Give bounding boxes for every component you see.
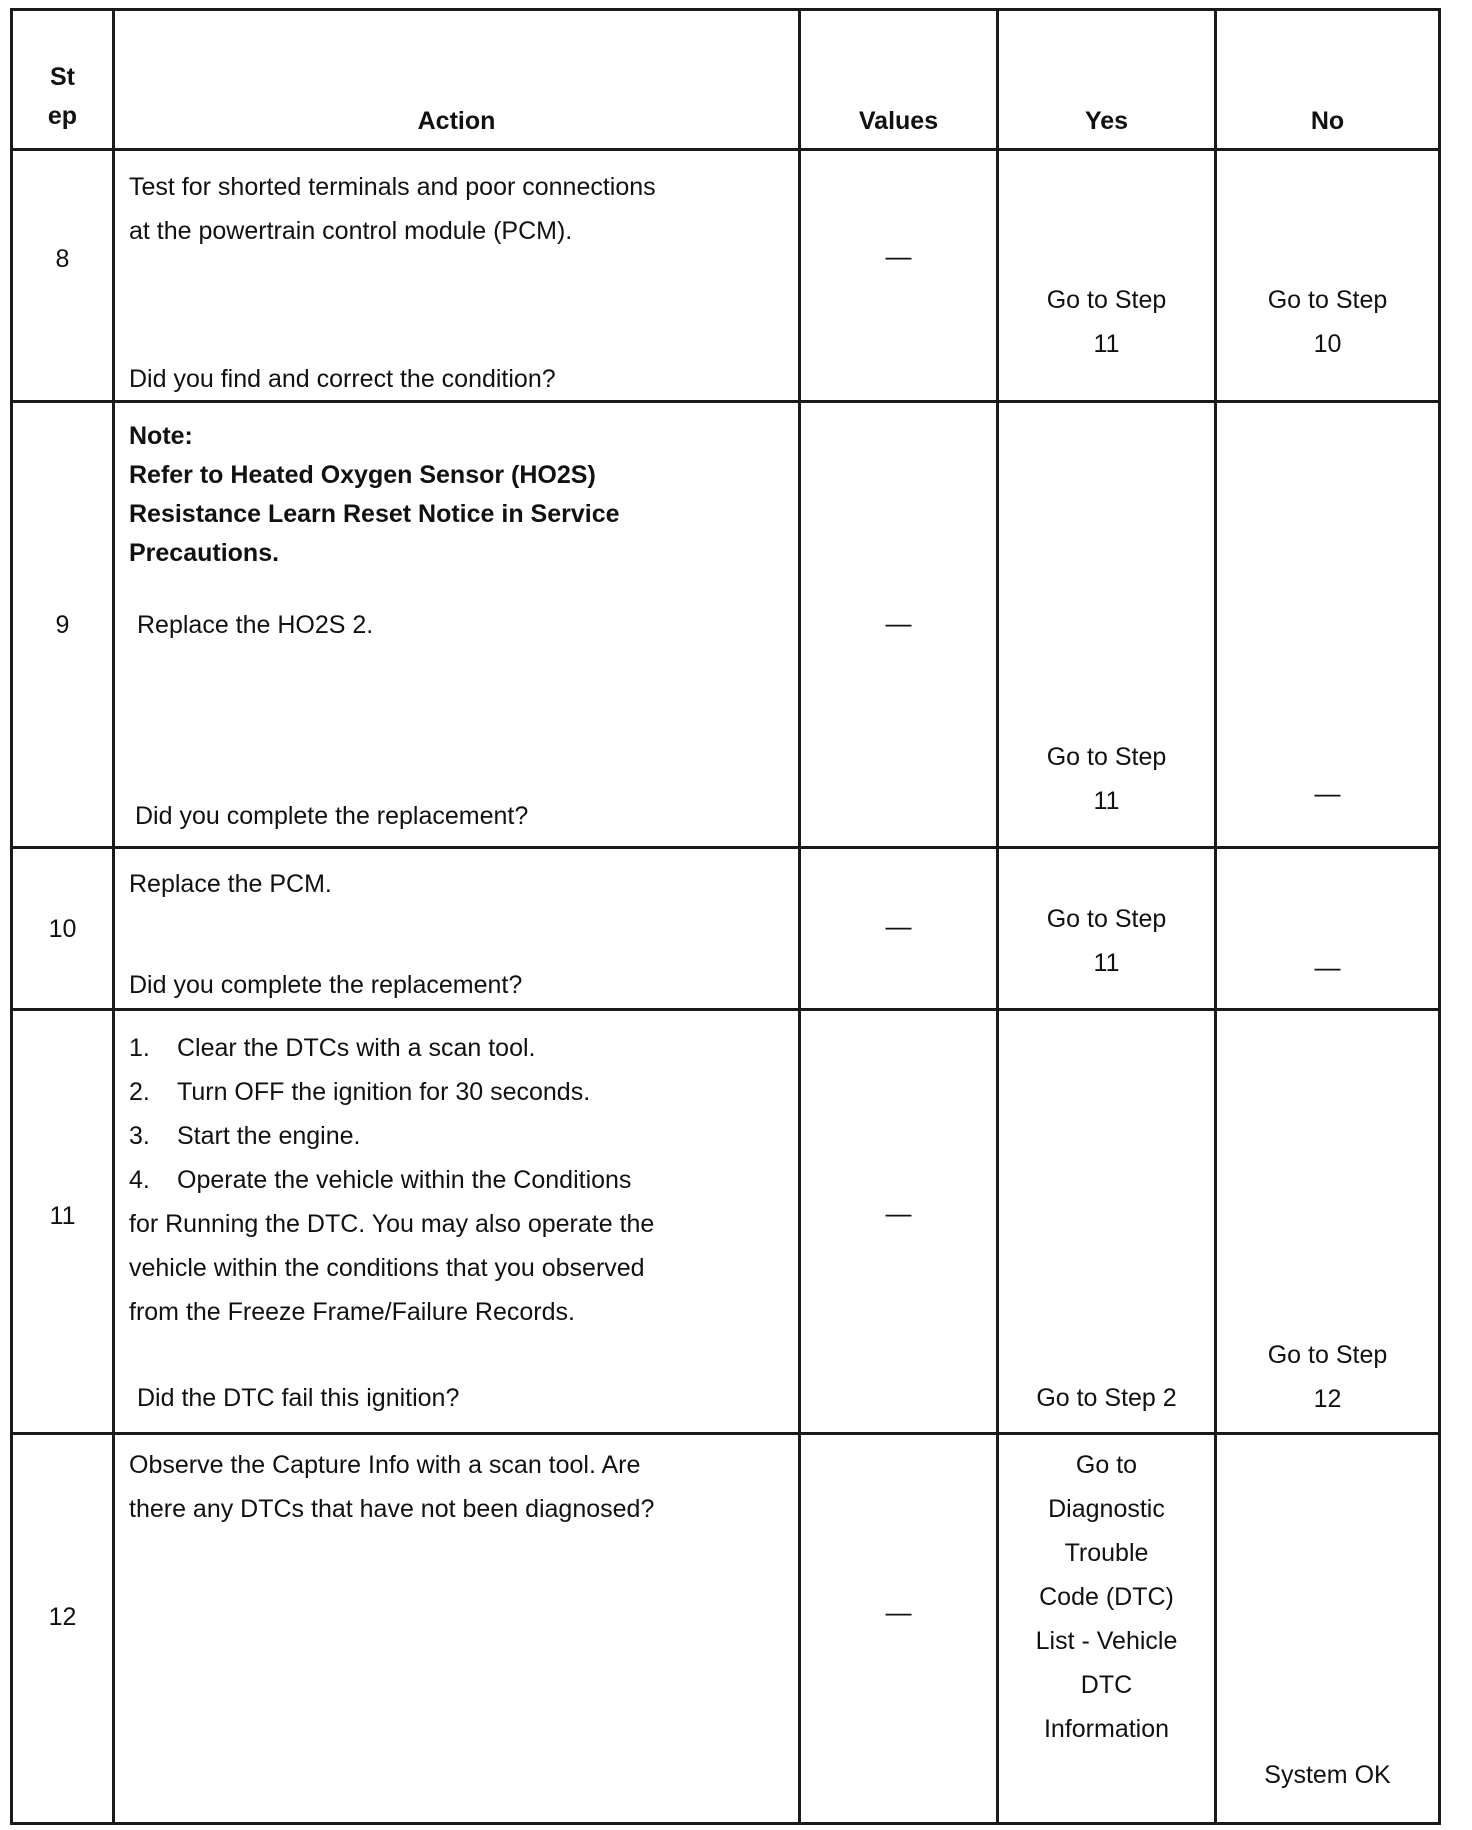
list-text: Clear the DTCs with a scan tool. [177, 1034, 536, 1062]
yes-text: Information [1043, 1715, 1170, 1743]
table-row [12, 1010, 1440, 1434]
action-text: vehicle within the conditions that you observed [129, 1254, 645, 1282]
note-block [129, 417, 788, 573]
values-cell [800, 150, 998, 402]
note-text: Refer to Heated Oxygen Sensor (HO2S) [129, 461, 596, 489]
header-yes [998, 10, 1216, 150]
yes-cell [998, 1434, 1216, 1824]
table-row [12, 402, 1440, 848]
step-cell [12, 1010, 114, 1434]
action-text: there any DTCs that have not been diagnosed? [129, 1495, 655, 1523]
yes-text: Go to [1075, 1451, 1138, 1479]
question-text: Did you complete the replacement? [135, 802, 529, 830]
header-values-label: Values [858, 107, 939, 135]
yes-text: Go to Step [1046, 286, 1167, 314]
action-text: for Running the DTC. You may also operate the [129, 1210, 655, 1238]
yes-text: 11 [1093, 787, 1120, 815]
header-action-label: Action [417, 107, 496, 135]
value-text: — [885, 1597, 912, 1627]
question-text: Did the DTC fail this ignition? [137, 1384, 460, 1412]
action-text: Test for shorted terminals and poor connections [129, 173, 656, 201]
yes-text: 11 [1093, 949, 1120, 977]
note-text: Precautions. [129, 539, 280, 567]
no-cell [1216, 402, 1440, 848]
no-cell [1216, 848, 1440, 1010]
header-values [800, 10, 998, 150]
value-text: — [885, 1198, 912, 1228]
step-number: 8 [55, 245, 70, 273]
header-step-line2: ep [47, 102, 78, 130]
action-cell [114, 150, 800, 402]
action-cell [114, 1434, 800, 1824]
list-item [129, 1158, 788, 1202]
no-text: — [1314, 778, 1341, 808]
yes-text: Trouble [1064, 1539, 1149, 1567]
header-row [12, 10, 1440, 150]
no-cell [1216, 1434, 1440, 1824]
action-cell [114, 402, 800, 848]
step-cell [12, 1434, 114, 1824]
action-cell [114, 848, 800, 1010]
table-row [12, 150, 1440, 402]
list-number: 4. [129, 1166, 150, 1194]
yes-text: DTC [1080, 1671, 1133, 1699]
action-text: Replace the HO2S 2. [137, 611, 374, 639]
step-number: 12 [48, 1603, 77, 1631]
value-text: — [885, 608, 912, 638]
action-text: Replace the PCM. [129, 870, 332, 898]
step-number: 10 [48, 915, 77, 943]
list-text: Operate the vehicle within the Conditions [177, 1166, 632, 1194]
values-cell [800, 1434, 998, 1824]
no-text: — [1314, 952, 1341, 982]
header-action [114, 10, 800, 150]
yes-text: Go to Step 2 [1036, 1384, 1177, 1412]
note-title: Note: [129, 422, 193, 450]
step-number: 11 [49, 1202, 76, 1230]
list-text: Turn OFF the ignition for 30 seconds. [177, 1078, 591, 1106]
action-text: at the powertrain control module (PCM). [129, 217, 573, 245]
table-row [12, 848, 1440, 1010]
header-step [12, 10, 114, 150]
action-list [129, 1026, 788, 1334]
yes-cell [998, 402, 1216, 848]
values-cell [800, 402, 998, 848]
value-text: — [885, 241, 912, 271]
table-row [12, 1434, 1440, 1824]
list-item [129, 1026, 788, 1070]
diagnostic-table [10, 8, 1441, 1825]
list-number: 3. [129, 1122, 150, 1150]
yes-text: Code (DTC) [1039, 1583, 1174, 1611]
no-text: System OK [1264, 1761, 1391, 1789]
yes-text: Go to Step [1046, 905, 1167, 933]
step-cell [12, 150, 114, 402]
yes-cell [998, 150, 1216, 402]
no-text: Go to Step [1267, 1341, 1388, 1369]
no-cell [1216, 150, 1440, 402]
no-text: 12 [1313, 1385, 1342, 1413]
header-no [1216, 10, 1440, 150]
list-number: 2. [129, 1078, 150, 1106]
yes-cell [998, 848, 1216, 1010]
action-cell [114, 1010, 800, 1434]
yes-text: List - Vehicle [1035, 1627, 1178, 1655]
values-cell [800, 848, 998, 1010]
step-number: 9 [55, 611, 70, 639]
list-number: 1. [129, 1034, 150, 1062]
action-text: Observe the Capture Info with a scan tool. Are [129, 1451, 641, 1479]
question-text: Did you find and correct the condition? [129, 365, 556, 393]
header-no-label: No [1310, 107, 1345, 135]
values-cell [800, 1010, 998, 1434]
step-cell [12, 848, 114, 1010]
list-item [129, 1070, 788, 1114]
yes-cell [998, 1010, 1216, 1434]
yes-text: Go to Step [1046, 743, 1167, 771]
no-text: Go to Step [1267, 286, 1388, 314]
note-text: Resistance Learn Reset Notice in Service [129, 500, 620, 528]
question-text: Did you complete the replacement? [129, 971, 523, 999]
no-text: 10 [1313, 330, 1342, 358]
no-cell [1216, 1010, 1440, 1434]
header-yes-label: Yes [1084, 107, 1129, 135]
list-text: Start the engine. [177, 1122, 361, 1150]
yes-text: 11 [1093, 330, 1120, 358]
value-text: — [885, 911, 912, 941]
step-cell [12, 402, 114, 848]
action-text: from the Freeze Frame/Failure Records. [129, 1298, 575, 1326]
yes-text: Diagnostic [1048, 1495, 1165, 1523]
list-item [129, 1114, 788, 1158]
header-step-line1: St [50, 63, 75, 91]
